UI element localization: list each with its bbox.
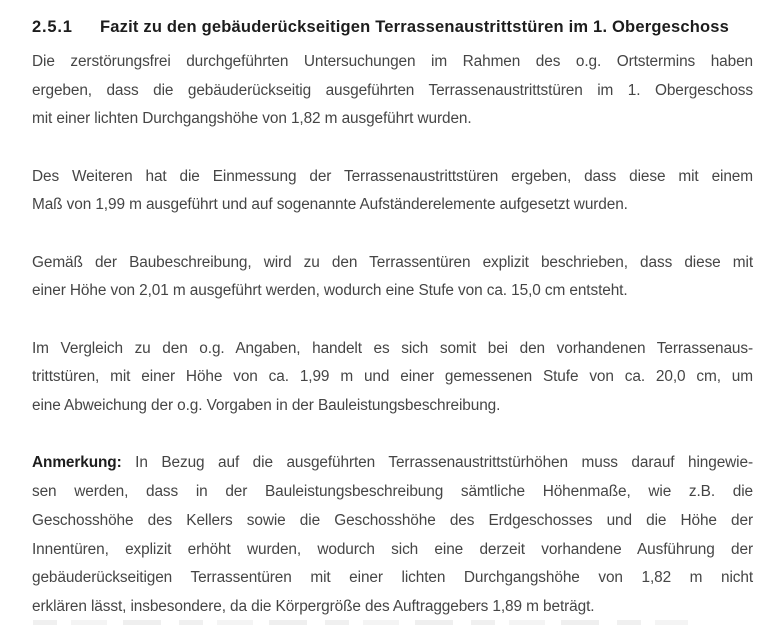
- text-line: eine Abweichung der o.g. Vorgaben in der Bauleistungsbeschreibung.: [32, 397, 501, 415]
- text-line: Anmerkung: In Bezug auf die ausgeführten Terrassenaustrittstürhöhen muss darauf hingewie-: [32, 454, 753, 472]
- paragraph: [32, 249, 753, 306]
- section-title: Fazit zu den gebäuderückseitigen Terrassenaustrittstüren im 1. Obergeschoss: [100, 18, 730, 36]
- paragraph: [32, 449, 753, 621]
- text-line: ergeben, dass die gebäuderückseitig ausgeführten Terrassenaustrittstüren im 1. Obergeschoss: [32, 81, 753, 99]
- clipped-next-line-artifact: [33, 620, 688, 625]
- section-number: 2.5.1: [32, 18, 73, 36]
- text-line: sen werden, dass in der Bauleistungsbeschreibung sämtliche Höhenmaße, wie z.B. die: [32, 483, 753, 501]
- paragraphs-container: [32, 48, 753, 622]
- text-line: Gemäß der Baubeschreibung, wird zu den Terrassentüren explizit beschrieben, dass diese mit: [32, 253, 753, 271]
- text-line: Innentüren, explizit erhöht wurden, wodurch sich eine derzeit vorhandene Ausführung der: [32, 540, 753, 558]
- paragraph: [32, 48, 753, 134]
- paragraph: [32, 335, 753, 421]
- section-heading: [32, 16, 753, 38]
- text-line: mit einer lichten Durchgangshöhe von 1,82 m ausgeführt wurden.: [32, 110, 472, 128]
- text-line: erklären lässt, insbesondere, da die Körpergröße des Auftraggebers 1,89 m beträgt.: [32, 597, 595, 615]
- text-line: trittstüren, mit einer Höhe von ca. 1,99 m und einer gemessenen Stufe von ca. 20,0 cm, um: [32, 368, 753, 386]
- text-line: Die zerstörungsfrei durchgeführten Untersuchungen im Rahmen des o.g. Ortstermins haben: [32, 53, 753, 70]
- document-content: [32, 0, 753, 622]
- text-line: Im Vergleich zu den o.g. Angaben, handelt es sich somit bei den vorhandenen Terrassenaus-: [32, 339, 753, 357]
- bold-lead-in: Anmerkung:: [32, 454, 122, 472]
- text-line: gebäuderückseitigen Terrassentüren mit einer lichten Durchgangshöhe von 1,82 m nicht: [32, 569, 753, 587]
- text-line: Maß von 1,99 m ausgeführt und auf sogenannte Aufständerelemente aufgesetzt wurden.: [32, 196, 628, 214]
- paragraph: [32, 163, 753, 220]
- text-line: Geschosshöhe des Kellers sowie die Geschosshöhe des Erdgeschosses und die Höhe der: [32, 511, 753, 529]
- text-line: Des Weiteren hat die Einmessung der Terrassenaustrittstüren ergeben, dass diese mit einem: [32, 167, 753, 185]
- text-line: einer Höhe von 2,01 m ausgeführt werden, wodurch eine Stufe von ca. 15,0 cm entsteht.: [32, 282, 628, 300]
